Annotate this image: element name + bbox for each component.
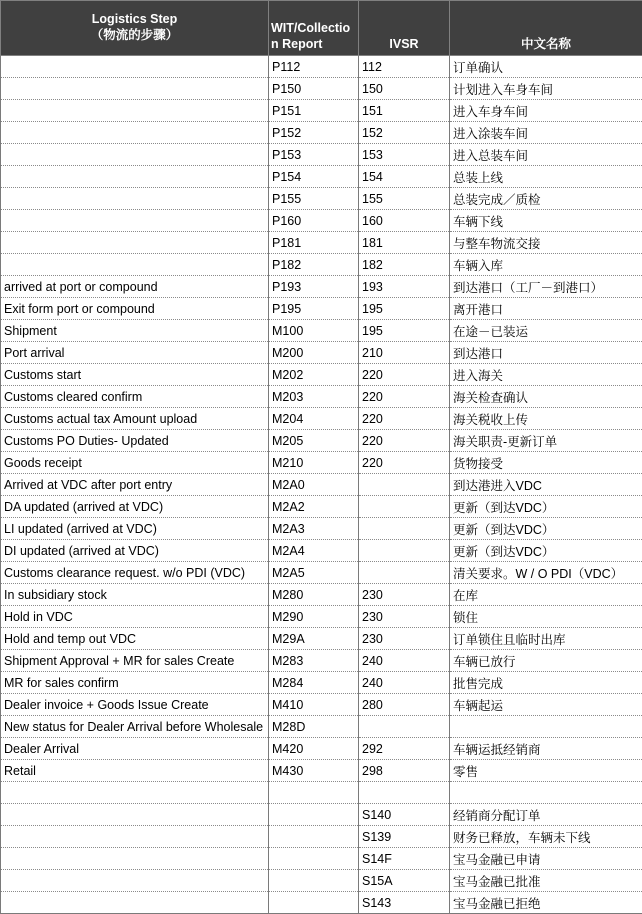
table-row bbox=[1, 870, 642, 892]
wit-code-cell: P154 bbox=[269, 166, 359, 188]
wit-code-cell: P152 bbox=[269, 122, 359, 144]
chinese-name-cell: 宝马金融已申请 bbox=[450, 848, 642, 870]
chinese-name-cell: 总装上线 bbox=[450, 166, 642, 188]
table-row bbox=[1, 364, 642, 386]
ivsr-code-cell: 240 bbox=[359, 672, 450, 694]
ivsr-code-cell bbox=[359, 474, 450, 496]
ivsr-code-cell bbox=[359, 716, 450, 738]
chinese-name-cell: 进入总装车间 bbox=[450, 144, 642, 166]
ivsr-code-cell: 193 bbox=[359, 276, 450, 298]
wit-code-cell: M2A0 bbox=[269, 474, 359, 496]
logistics-step-title: Logistics Step bbox=[3, 11, 266, 27]
wit-code-cell: M204 bbox=[269, 408, 359, 430]
logistics-step-cell bbox=[1, 782, 269, 804]
chinese-name-cell: 车辆运抵经销商 bbox=[450, 738, 642, 760]
table-row bbox=[1, 518, 642, 540]
logistics-step-cell: LI updated (arrived at VDC) bbox=[1, 518, 269, 540]
wit-code-cell bbox=[269, 892, 359, 914]
chinese-name-cell: 订单锁住且临时出库 bbox=[450, 628, 642, 650]
wit-header-line1: WIT/Collectio bbox=[271, 20, 356, 36]
logistics-step-cell bbox=[1, 166, 269, 188]
wit-report-header bbox=[269, 1, 359, 56]
logistics-step-cell: Customs start bbox=[1, 364, 269, 386]
table-body bbox=[1, 56, 642, 914]
table-row bbox=[1, 628, 642, 650]
logistics-step-cell: Dealer invoice + Goods Issue Create bbox=[1, 694, 269, 716]
table-row bbox=[1, 892, 642, 914]
logistics-step-cell: In subsidiary stock bbox=[1, 584, 269, 606]
logistics-step-cell: Shipment bbox=[1, 320, 269, 342]
logistics-step-cell bbox=[1, 232, 269, 254]
chinese-name-cell: 车辆入库 bbox=[450, 254, 642, 276]
chinese-name-cell: 车辆下线 bbox=[450, 210, 642, 232]
logistics-step-cell: arrived at port or compound bbox=[1, 276, 269, 298]
table-row bbox=[1, 342, 642, 364]
ivsr-code-cell bbox=[359, 518, 450, 540]
table-row bbox=[1, 78, 642, 100]
ivsr-code-cell: 160 bbox=[359, 210, 450, 232]
wit-code-cell: M420 bbox=[269, 738, 359, 760]
table-row bbox=[1, 562, 642, 584]
wit-code-cell: M2A5 bbox=[269, 562, 359, 584]
ivsr-code-cell: S14F bbox=[359, 848, 450, 870]
wit-code-cell: M280 bbox=[269, 584, 359, 606]
chinese-name-cell: 到达港进入VDC bbox=[450, 474, 642, 496]
ivsr-code-cell: 181 bbox=[359, 232, 450, 254]
logistics-step-cell: MR for sales confirm bbox=[1, 672, 269, 694]
table-row bbox=[1, 760, 642, 782]
table-row bbox=[1, 716, 642, 738]
table-row bbox=[1, 166, 642, 188]
ivsr-code-cell: 195 bbox=[359, 298, 450, 320]
ivsr-code-cell: 298 bbox=[359, 760, 450, 782]
chinese-name-cell: 在库 bbox=[450, 584, 642, 606]
logistics-step-cell bbox=[1, 122, 269, 144]
wit-code-cell: M410 bbox=[269, 694, 359, 716]
wit-code-cell: M2A3 bbox=[269, 518, 359, 540]
logistics-step-cell bbox=[1, 56, 269, 78]
wit-code-cell: P150 bbox=[269, 78, 359, 100]
logistics-step-cell: Dealer Arrival bbox=[1, 738, 269, 760]
chinese-name-cell: 财务已释放，车辆未下线 bbox=[450, 826, 642, 848]
wit-code-cell: P182 bbox=[269, 254, 359, 276]
table-row bbox=[1, 188, 642, 210]
wit-code-cell: M283 bbox=[269, 650, 359, 672]
logistics-step-cell: Customs clearance request. w/o PDI (VDC) bbox=[1, 562, 269, 584]
chinese-name-cell: 与整车物流交接 bbox=[450, 232, 642, 254]
logistics-step-subtitle: （物流的步骤） bbox=[3, 27, 266, 43]
wit-code-cell: P155 bbox=[269, 188, 359, 210]
table-row bbox=[1, 386, 642, 408]
logistics-step-cell: Port arrival bbox=[1, 342, 269, 364]
logistics-step-cell: New status for Dealer Arrival before Wholesale bbox=[1, 716, 269, 738]
logistics-step-cell bbox=[1, 144, 269, 166]
table-row bbox=[1, 144, 642, 166]
ivsr-code-cell: 230 bbox=[359, 584, 450, 606]
logistics-step-cell: Exit form port or compound bbox=[1, 298, 269, 320]
table-row bbox=[1, 254, 642, 276]
chinese-name-cell: 更新（到达VDC） bbox=[450, 496, 642, 518]
chinese-name-cell: 计划进入车身车间 bbox=[450, 78, 642, 100]
chinese-name-cell: 总装完成／质检 bbox=[450, 188, 642, 210]
wit-code-cell: M284 bbox=[269, 672, 359, 694]
chinese-name-cell: 货物接受 bbox=[450, 452, 642, 474]
logistics-step-cell bbox=[1, 254, 269, 276]
ivsr-header: IVSR bbox=[359, 1, 450, 56]
wit-code-cell: M205 bbox=[269, 430, 359, 452]
chinese-name-cell: 车辆起运 bbox=[450, 694, 642, 716]
ivsr-code-cell: 195 bbox=[359, 320, 450, 342]
ivsr-code-cell bbox=[359, 782, 450, 804]
ivsr-code-cell bbox=[359, 562, 450, 584]
chinese-name-cell: 更新（到达VDC） bbox=[450, 540, 642, 562]
logistics-step-cell bbox=[1, 826, 269, 848]
header-row bbox=[1, 1, 642, 56]
logistics-step-cell: Goods receipt bbox=[1, 452, 269, 474]
logistics-step-cell: Shipment Approval + MR for sales Create bbox=[1, 650, 269, 672]
wit-code-cell bbox=[269, 804, 359, 826]
ivsr-code-cell bbox=[359, 540, 450, 562]
table-row bbox=[1, 826, 642, 848]
logistics-step-cell: Retail bbox=[1, 760, 269, 782]
ivsr-code-cell: S139 bbox=[359, 826, 450, 848]
ivsr-code-cell: 112 bbox=[359, 56, 450, 78]
wit-code-cell: P193 bbox=[269, 276, 359, 298]
chinese-name-cell: 海关职责-更新订单 bbox=[450, 430, 642, 452]
logistics-step-cell: DA updated (arrived at VDC) bbox=[1, 496, 269, 518]
ivsr-code-cell: 240 bbox=[359, 650, 450, 672]
ivsr-code-cell: 280 bbox=[359, 694, 450, 716]
wit-code-cell: P112 bbox=[269, 56, 359, 78]
table-row bbox=[1, 210, 642, 232]
logistics-step-cell bbox=[1, 870, 269, 892]
logistics-step-cell: Customs cleared confirm bbox=[1, 386, 269, 408]
ivsr-code-cell: 220 bbox=[359, 452, 450, 474]
ivsr-code-cell: 151 bbox=[359, 100, 450, 122]
table-row bbox=[1, 584, 642, 606]
table-row bbox=[1, 430, 642, 452]
ivsr-code-cell: 182 bbox=[359, 254, 450, 276]
wit-code-cell bbox=[269, 782, 359, 804]
table-row bbox=[1, 56, 642, 78]
ivsr-code-cell: 153 bbox=[359, 144, 450, 166]
table-row bbox=[1, 848, 642, 870]
wit-code-cell: M210 bbox=[269, 452, 359, 474]
wit-code-cell: P153 bbox=[269, 144, 359, 166]
table-row bbox=[1, 452, 642, 474]
wit-code-cell: M202 bbox=[269, 364, 359, 386]
chinese-name-cell: 进入车身车间 bbox=[450, 100, 642, 122]
table-row bbox=[1, 650, 642, 672]
chinese-name-cell: 更新（到达VDC） bbox=[450, 518, 642, 540]
chinese-name-cell: 在途－已装运 bbox=[450, 320, 642, 342]
wit-header-line2: n Report bbox=[271, 36, 356, 52]
chinese-name-cell bbox=[450, 782, 642, 804]
table-row bbox=[1, 738, 642, 760]
chinese-name-header: 中文名称 bbox=[450, 1, 642, 56]
logistics-step-cell bbox=[1, 188, 269, 210]
chinese-name-cell: 宝马金融已拒绝 bbox=[450, 892, 642, 914]
table-row bbox=[1, 694, 642, 716]
logistics-step-cell: Arrived at VDC after port entry bbox=[1, 474, 269, 496]
logistics-step-cell bbox=[1, 848, 269, 870]
logistics-step-header bbox=[1, 1, 269, 56]
ivsr-code-cell: 155 bbox=[359, 188, 450, 210]
wit-code-cell: M430 bbox=[269, 760, 359, 782]
wit-code-cell: M2A2 bbox=[269, 496, 359, 518]
table-row bbox=[1, 804, 642, 826]
logistics-step-cell bbox=[1, 892, 269, 914]
wit-code-cell: P195 bbox=[269, 298, 359, 320]
logistics-step-cell bbox=[1, 100, 269, 122]
table-row bbox=[1, 672, 642, 694]
wit-code-cell: M100 bbox=[269, 320, 359, 342]
chinese-name-cell: 进入海关 bbox=[450, 364, 642, 386]
wit-code-cell: M2A4 bbox=[269, 540, 359, 562]
table-row bbox=[1, 606, 642, 628]
wit-code-cell: P160 bbox=[269, 210, 359, 232]
table-row bbox=[1, 320, 642, 342]
wit-code-cell: M29A bbox=[269, 628, 359, 650]
ivsr-code-cell: 220 bbox=[359, 408, 450, 430]
table-row bbox=[1, 782, 642, 804]
logistics-step-cell: Hold in VDC bbox=[1, 606, 269, 628]
ivsr-code-cell: S15A bbox=[359, 870, 450, 892]
wit-code-cell: M200 bbox=[269, 342, 359, 364]
ivsr-code-cell: 230 bbox=[359, 606, 450, 628]
table-row bbox=[1, 122, 642, 144]
table-row bbox=[1, 474, 642, 496]
ivsr-code-cell: S140 bbox=[359, 804, 450, 826]
ivsr-code-cell: 220 bbox=[359, 430, 450, 452]
chinese-name-cell: 到达港口（工厂－到港口） bbox=[450, 276, 642, 298]
ivsr-code-cell: S143 bbox=[359, 892, 450, 914]
chinese-name-cell: 零售 bbox=[450, 760, 642, 782]
chinese-name-cell: 海关税收上传 bbox=[450, 408, 642, 430]
wit-code-cell: M203 bbox=[269, 386, 359, 408]
logistics-step-cell bbox=[1, 210, 269, 232]
chinese-name-cell: 到达港口 bbox=[450, 342, 642, 364]
chinese-name-cell: 离开港口 bbox=[450, 298, 642, 320]
chinese-name-cell: 车辆已放行 bbox=[450, 650, 642, 672]
ivsr-code-cell: 230 bbox=[359, 628, 450, 650]
table-row bbox=[1, 496, 642, 518]
chinese-name-cell: 宝马金融已批准 bbox=[450, 870, 642, 892]
chinese-name-cell: 批售完成 bbox=[450, 672, 642, 694]
table-row bbox=[1, 540, 642, 562]
chinese-name-cell: 订单确认 bbox=[450, 56, 642, 78]
logistics-step-cell: Customs actual tax Amount upload bbox=[1, 408, 269, 430]
logistics-step-cell bbox=[1, 804, 269, 826]
ivsr-code-cell: 150 bbox=[359, 78, 450, 100]
ivsr-code-cell: 220 bbox=[359, 364, 450, 386]
ivsr-code-cell: 220 bbox=[359, 386, 450, 408]
wit-code-cell: M290 bbox=[269, 606, 359, 628]
ivsr-code-cell: 292 bbox=[359, 738, 450, 760]
chinese-name-cell: 海关检查确认 bbox=[450, 386, 642, 408]
wit-code-cell: P181 bbox=[269, 232, 359, 254]
ivsr-code-cell bbox=[359, 496, 450, 518]
ivsr-code-cell: 210 bbox=[359, 342, 450, 364]
logistics-step-cell: DI updated (arrived at VDC) bbox=[1, 540, 269, 562]
wit-code-cell bbox=[269, 848, 359, 870]
table-row bbox=[1, 298, 642, 320]
table-row bbox=[1, 276, 642, 298]
logistics-step-cell bbox=[1, 78, 269, 100]
table-row bbox=[1, 100, 642, 122]
logistics-step-cell: Customs PO Duties- Updated bbox=[1, 430, 269, 452]
chinese-name-cell: 经销商分配订单 bbox=[450, 804, 642, 826]
chinese-name-cell bbox=[450, 716, 642, 738]
wit-code-cell: M28D bbox=[269, 716, 359, 738]
table-row bbox=[1, 232, 642, 254]
logistics-step-cell: Hold and temp out VDC bbox=[1, 628, 269, 650]
ivsr-code-cell: 154 bbox=[359, 166, 450, 188]
ivsr-code-cell: 152 bbox=[359, 122, 450, 144]
chinese-name-cell: 锁住 bbox=[450, 606, 642, 628]
wit-code-cell: P151 bbox=[269, 100, 359, 122]
chinese-name-cell: 进入涂装车间 bbox=[450, 122, 642, 144]
wit-code-cell bbox=[269, 826, 359, 848]
table-row bbox=[1, 408, 642, 430]
chinese-name-cell: 清关要求。W / O PDI（VDC） bbox=[450, 562, 642, 584]
wit-code-cell bbox=[269, 870, 359, 892]
